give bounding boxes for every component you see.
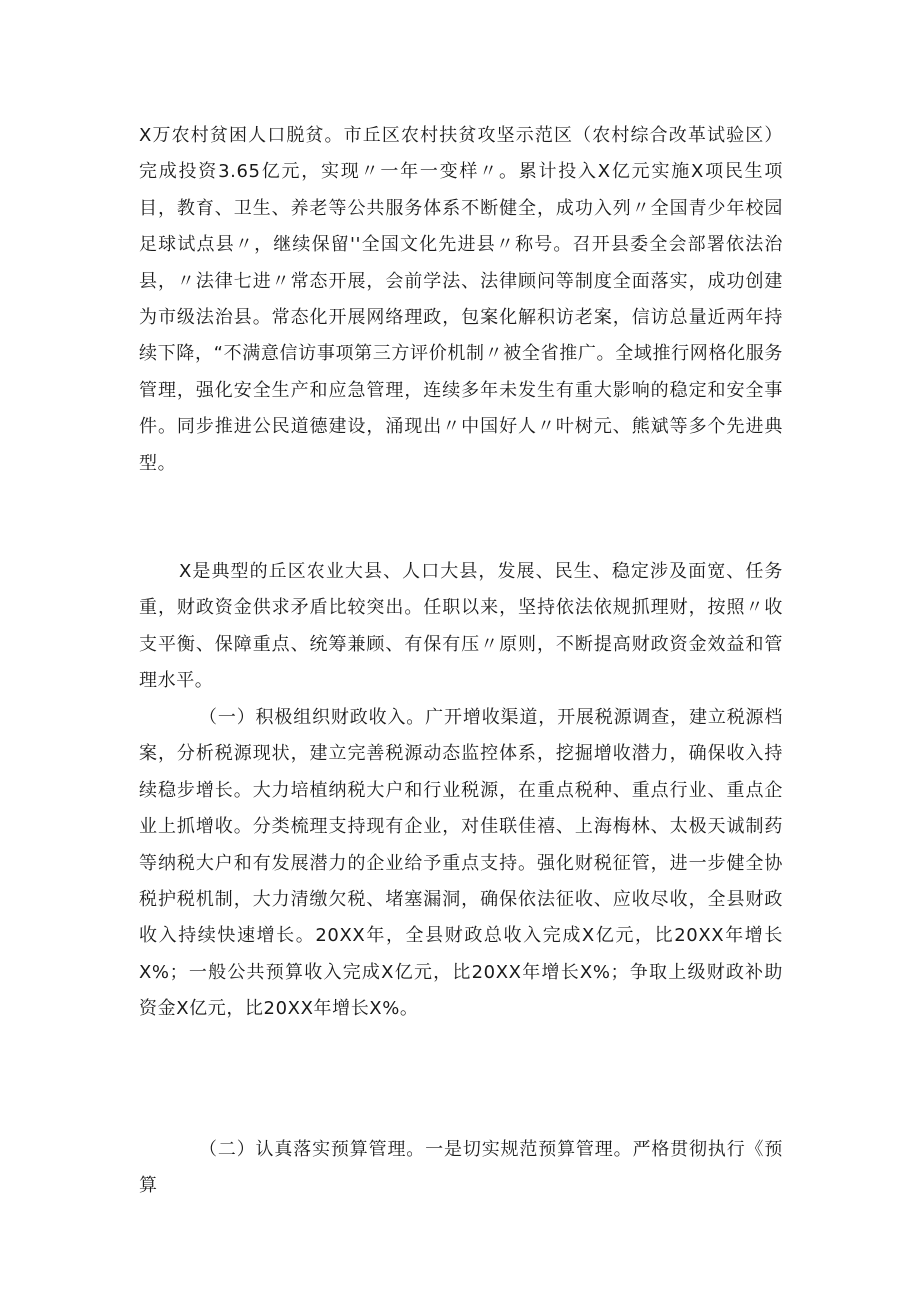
- paragraph-fiscal-overview: X是典型的丘区农业大县、人口大县，发展、民生、稳定涉及面宽、任务重，财政资金供求矛盾比较突出。任职以来，坚持依法依规抓理财，按照〃收支平衡、保障重点、统筹兼顾、有保有压〃原则，不断提高财政资金效益和管理水平。: [139, 561, 783, 692]
- paragraph-budget-management: （二）认真落实预算管理。一是切实规范预算管理。严格贯彻执行《预算: [139, 1139, 783, 1197]
- paragraph-poverty-alleviation: X万农村贫困人口脱贫。市丘区农村扶贫攻坚示范区（农村综合改革试验区）完成投资3.65亿元，实现〃一年一变样〃。累计投入X亿元实施X项民生项目，教育、卫生、养老等公共服务体系不断健全，成功入列〃全国青少年校园足球试点县〃，继续保留''全国文化先进县〃称号。召开县委全会部署依法治县，〃法律七进〃常态开展，会前学法、法律顾问等制度全面落实，成功创建为市级法治县。常态化开展网络理政，包案化解积访老案，信访总量近两年持续下降，“不满意信访事项第三方评价机制〃被全省推广。全域推行网格化服务管理，强化安全生产和应急管理，连续多年未发生有重大影响的稳定和安全事件。同步推进公民道德建设，涌现出〃中国好人〃叶树元、熊斌等多个先进典型。: [139, 125, 783, 474]
- paragraph-fiscal-revenue: （一）积极组织财政收入。广开增收渠道，开展税源调查，建立税源档案，分析税源现状，建立完善税源动态监控体系，挖掘增收潜力，确保收入持续稳步增长。大力培植纳税大户和行业税源，在重点税种、重点行业、重点企业上抓增收。分类梳理支持现有企业，对佳联佳禧、上海梅林、太极天诚制药等纳税大户和有发展潜力的企业给予重点支持。强化财税征管，进一步健全协税护税机制，大力清缴欠税、堵塞漏洞，确保依法征收、应收尽收，全县财政收入持续快速增长。20XX年，全县财政总收入完成X亿元，比20XX年增长X%；一般公共预算收入完成X亿元，比20XX年增长X%；争取上级财政补助资金X亿元，比20XX年增长X%。: [139, 707, 783, 1020]
